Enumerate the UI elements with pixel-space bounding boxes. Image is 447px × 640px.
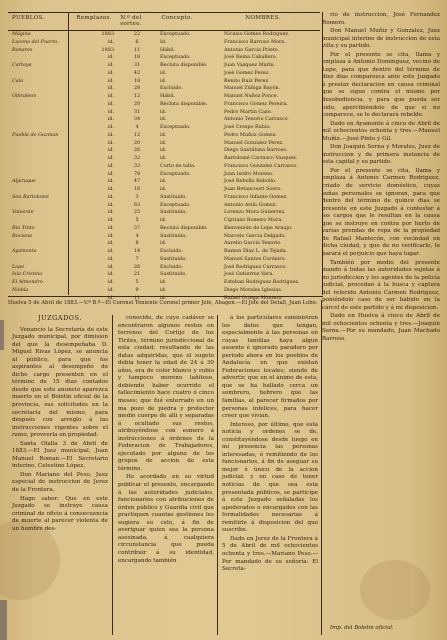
- table-cell: Sustituido.: [160, 271, 187, 278]
- table-cell: id.: [107, 131, 114, 138]
- table-cell: Pedro Muñoz Gomez.: [224, 131, 277, 138]
- table-cell: id.: [160, 217, 167, 223]
- table-cell: id.: [107, 286, 114, 293]
- table-cell: Recluta disponible.: [160, 62, 208, 68]
- table-cell: 32: [133, 155, 141, 161]
- table-cell: [8, 124, 74, 132]
- table-cell: id.: [160, 155, 167, 161]
- table-cell: Exceptuado.: [160, 54, 191, 61]
- table-cell: id.: [160, 139, 167, 146]
- table-row: [8, 31, 320, 39]
- table-cell: 31: [133, 62, 141, 68]
- table-row: [8, 264, 320, 272]
- table-cell: [8, 140, 74, 148]
- table-row: [8, 178, 320, 186]
- table-cell: Isla Cristina: [12, 271, 43, 278]
- table-cell: 31: [133, 108, 141, 115]
- header-pueblos: PUEBLOS.: [12, 15, 45, 21]
- column-b: [118, 315, 214, 566]
- table-cell: id.: [160, 186, 167, 192]
- paragraph: Hago saber: Que en este Juzgado se instruye causa criminal de oficio á consecuencia de muerte al parecer violenta de un hombre des-: [12, 495, 108, 532]
- table-cell: Id.: [160, 38, 167, 45]
- table-cell: [8, 147, 74, 155]
- table-cell: 20: [133, 100, 141, 107]
- table-cell: 63: [133, 201, 141, 208]
- table-cell: Nicasio Gomez Rodriguez.: [224, 31, 290, 37]
- table-cell: Benito Ruiz Perez.: [224, 77, 270, 84]
- table-cell: Excluido.: [160, 263, 183, 270]
- table-cell: Sustituido.: [160, 209, 187, 216]
- table-cell: id.: [107, 62, 114, 68]
- table-row: [8, 39, 320, 47]
- table-cell: id.: [160, 116, 167, 123]
- table-cell: id.: [107, 186, 114, 192]
- table-cell: id.: [160, 286, 167, 293]
- table-body: [8, 31, 320, 302]
- paragraph: He acordado en su virtud publicar el presente, encargando á las autoridades judiciales, funcionarios con atribuciones de órden público y Guardia civil que practiquen cuantas gestiones les sugiera su celo, á fin de averiguar quien sea la persona asesinada, á cualquiera circunstancia que pueda contribuir á su identidad, encargando también: [118, 474, 214, 564]
- table-cell: 26: [133, 147, 141, 154]
- table-cell: Francisco Barroso Mora.: [224, 38, 286, 45]
- table-cell: Diego Santillana Barroso.: [224, 147, 288, 154]
- table-cell: Exceptuado.: [160, 201, 191, 208]
- table-cell: [8, 70, 74, 78]
- table-header: [8, 12, 320, 31]
- torn-edge: [0, 600, 7, 640]
- table-cell: id.: [107, 232, 114, 239]
- table-cell: 12: [133, 93, 141, 99]
- table-cell: Bartolomé Carrasco Vazquez.: [224, 155, 298, 161]
- table-row: [8, 47, 320, 55]
- table-cell: id.: [107, 224, 114, 231]
- table-cell: 8: [135, 240, 139, 247]
- table-cell: id.: [160, 178, 167, 185]
- table-row: [8, 155, 320, 163]
- paragraph: Don Mariano del Peso, Juez especial de instruccion de Jerez de la Frontera.: [12, 471, 108, 494]
- table-cell: José Gutierrez Vera.: [224, 271, 274, 278]
- header-sorteo: N.º del sorteo.: [120, 15, 142, 27]
- table-cell: Cartaya: [12, 62, 32, 68]
- imprint: Imp. del Boletin oficial.: [330, 625, 394, 631]
- table-cell: 7: [135, 255, 139, 262]
- table-cell: id.: [107, 155, 114, 161]
- table-cell: Lorenzo Mora Gutierrez.: [224, 209, 286, 216]
- table-cell: 78: [133, 170, 141, 177]
- table-cell: Hábil.: [160, 93, 175, 99]
- table-cell: Aljaraque: [12, 178, 36, 185]
- table-cell: id.: [107, 54, 114, 61]
- table-cell: 14: [133, 248, 141, 254]
- table-cell: Excluido.: [160, 85, 183, 92]
- table-cell: 47: [133, 178, 141, 185]
- table-cell: id.: [107, 279, 114, 285]
- table-cell: 11: [133, 294, 141, 301]
- table-cell: id.: [107, 170, 114, 177]
- table-cell: Francisco Infante Gomez.: [224, 193, 288, 200]
- table-cell: San Bartolomé: [12, 193, 49, 200]
- table-cell: Manuel Nuñez Ponce.: [224, 93, 279, 99]
- table-cell: 4: [135, 232, 139, 239]
- table-row: [8, 202, 320, 210]
- table-cell: id.: [107, 255, 114, 262]
- table-cell: 9: [135, 286, 139, 293]
- paragraph: Por el presente se cita, llama y emplaza á Antonio Dominguez, vecino de Lepe, para que dentro del término de diez dias comparezca ante este Juzgado á prestar declaracion en causa criminal que se sigue contra el mismo por desobediencia, y para que pueda ser oido, apercibiéndole de que si no comparece, se le declarará rebelde.: [322, 51, 440, 119]
- table-cell: Recluta disponible.: [160, 100, 208, 107]
- header-concepto: Concepto.: [161, 15, 193, 21]
- table-cell: id.: [107, 248, 114, 254]
- table-cell: José Crespo Rubio.: [224, 124, 271, 130]
- table-cell: id.: [160, 279, 167, 285]
- table-cell: 4: [135, 124, 139, 130]
- table-cell: id.: [107, 69, 114, 76]
- table-row: [8, 271, 320, 279]
- table-cell: id.: [107, 77, 114, 84]
- table-cell: id.: [160, 69, 167, 76]
- table-cell: id.: [160, 240, 167, 247]
- table-cell: id.: [107, 38, 114, 45]
- paragraph: Intereso, por último, que esta noticia y ordenes se de, constituyéndose desde luego en mí presencia las personas interesadas, ó remitiendo de los funcionarios, á fin de aseguar su mejor é único de la accion judicial; y en caso de tener noticias de que sea esta presentada públicos, se participe á este Juzgado señaladas los apoderados o encargados con las formalidades necesarias á remitirle á disposicion del que suscribe.: [222, 421, 318, 534]
- table-cell: Exceptuado.: [160, 170, 191, 177]
- table-cell: id.: [107, 116, 114, 123]
- table-cell: 37: [133, 224, 141, 231]
- table-cell: Aurelio Garcia Tenorio.: [224, 240, 282, 247]
- paper-stain: [360, 560, 430, 620]
- table-row: [8, 279, 320, 287]
- table-cell: 18: [133, 186, 141, 192]
- table-cell: id.: [107, 124, 114, 130]
- table-cell: Ayamonte: [12, 248, 37, 254]
- table-cell: [8, 116, 74, 124]
- table-cell: id.: [107, 201, 114, 208]
- table-cell: id.: [107, 240, 114, 247]
- table-cell: [8, 101, 74, 109]
- table-cell: id.: [107, 263, 114, 270]
- table-cell: Puebla de Guzman: [12, 131, 59, 138]
- paragraph: Don Manuel Muñiz y Gonzalez, Juez municipal interino de instruccion de esta villa y su partido.: [322, 28, 440, 50]
- paragraph: rio de instruccion, José Fernandez Romero.: [322, 12, 440, 26]
- table-cell: Recluta disponible.: [160, 224, 208, 231]
- table-cell: id.: [107, 108, 114, 115]
- table-cell: [8, 155, 74, 163]
- table-cell: [8, 163, 74, 171]
- table-cell: 20: [133, 139, 141, 146]
- table-cell: [8, 240, 74, 248]
- table-cell: 3: [135, 193, 139, 200]
- table-cell: Francisco Gomez Pereira.: [224, 100, 288, 107]
- paragraph: Santa Olalla 3 de Abril de 1883.—El Juez municipal, Juan Manuel Roman.—El Secretario interino, Celestino López.: [12, 440, 108, 470]
- table-cell: Mágina: [12, 31, 31, 37]
- table-cell: Sustituido.: [160, 193, 187, 200]
- table-cell: id.: [160, 108, 167, 115]
- table-cell: Francisco Gonzalez Carrasco.: [224, 162, 298, 169]
- table-cell: 5: [135, 217, 139, 223]
- table-row: [8, 116, 320, 124]
- table-cell: Exceptuado.: [160, 124, 191, 130]
- table-cell: Antonio Avila Gomez.: [224, 201, 278, 208]
- table-cell: Juan Betancourt Soero.: [224, 186, 282, 192]
- table-cell: José Gomez Perez.: [224, 69, 270, 76]
- table-cell: Valverde: [12, 209, 34, 216]
- table-row: [8, 132, 320, 140]
- table-cell: id.: [107, 217, 114, 223]
- table-cell: Rociana: [12, 232, 32, 239]
- paragraph: También por medio del presente mando á todas las autoridades sujetas á mi jurisdiccion y los agentes de la policía judicial, procedan á la busca y captura del referido Antonio Carmen Rodriguez, poniéndolo caso de ser habido en la cárcel de este partido y á mi disposicion.: [322, 259, 440, 311]
- table-cell: 25: [133, 209, 141, 216]
- table-cell: Sustituido.: [160, 232, 187, 239]
- table-cell: 11: [133, 46, 141, 53]
- table-cell: Manuel Santos Cordeiro.: [224, 255, 286, 262]
- table-cell: Antonio Tenorio Carrasco.: [224, 116, 289, 123]
- table-cell: 42: [133, 69, 141, 76]
- table-cell: Lucena del Puerto.: [12, 38, 59, 45]
- table-cell: [8, 186, 74, 194]
- table-row: [8, 240, 320, 248]
- table-cell: Cala: [12, 77, 24, 84]
- table-row: [8, 70, 320, 78]
- paragraph: Don Joaquin Serna y Morales, Juez de instruccion y de primera instancia de esta capital y su partido.: [322, 144, 440, 166]
- table-row: [8, 186, 320, 194]
- table-cell: id.: [107, 162, 114, 169]
- table-cell: id.: [107, 178, 114, 185]
- table-row: [8, 248, 320, 256]
- table-cell: 18: [133, 77, 141, 84]
- table-cell: id.: [160, 77, 167, 84]
- table-cell: Rio Tinto: [12, 224, 35, 231]
- paragraph: Dado en Jerez de la Frontera á 5 de Abril de mil ochocientos ochenta y tres.—Mariano Peso.—Por mandado de su señoría: El Secreta-: [222, 535, 318, 573]
- table-row: [8, 54, 320, 62]
- table-cell: 34: [133, 116, 141, 123]
- table-row: [8, 256, 320, 264]
- paragraph: á los particulares suministren los datos que tengan, especialmente á las personas en cuyas familias haya algun ausente é ignorado paradero por periodo ahora en los pueblos de Andalucía en que existan Federaciones locales; siendo de advertir, que en el ánimo de esta, que se ha hallado cerca un sombrero, hebrero que las familias, al parecer firmados por personas infelices, para hacer creer que vivian.: [222, 315, 318, 420]
- table-cell: Pedro Martin Cazo.: [224, 108, 273, 115]
- table-cell: Diego Morales Iglesias.: [224, 286, 283, 293]
- table-cell: Juan Vazquez Marin.: [224, 62, 276, 68]
- table-cell: 1883: [101, 46, 114, 53]
- table-cell: Esteban Rodriguez Rodriguez.: [224, 279, 300, 285]
- table-cell: Sustituido.: [160, 255, 187, 262]
- column-rule: [112, 315, 113, 635]
- table-cell: id.: [107, 139, 114, 146]
- table-cell: 5: [135, 279, 139, 285]
- table-caption: Huelva 5 de Abril de 1883.—V.º B.º—El Coronel Teniente Coronel primer Jefe, Abagon.—El Jefe del Detall, Juan Lobo.: [8, 296, 323, 307]
- table-cell: El Almendro: [12, 279, 43, 285]
- table-row: [8, 217, 320, 225]
- table-cell: id.: [107, 93, 114, 99]
- table-row: [8, 85, 320, 93]
- column-rule: [68, 12, 69, 295]
- paragraph: Dado en Ayamonte á cinco de Abril de mil ochocientos ochenta y tres.—Manuel Muñiz.—José Pinto y Gil.: [322, 120, 440, 142]
- table-cell: José Rodriguez Carrasco.: [224, 263, 287, 270]
- table-cell: 28: [133, 85, 141, 92]
- table-row: [8, 101, 320, 109]
- table-cell: id.: [107, 209, 114, 216]
- table-cell: id.: [107, 193, 114, 200]
- table-cell: 26: [133, 263, 141, 270]
- table-cell: Juan Isidro Moreno.: [224, 170, 274, 177]
- table-cell: [8, 217, 74, 225]
- recruits-table: [8, 12, 320, 302]
- column-rule: [321, 300, 322, 635]
- table-row: [8, 209, 320, 217]
- table-cell: [8, 171, 74, 179]
- table-row: [8, 163, 320, 171]
- table-row: [8, 109, 320, 117]
- table-cell: Cipriano Romero Mora.: [224, 217, 283, 223]
- table-cell: Excluido.: [160, 248, 183, 254]
- table-cell: Hábil.: [160, 46, 175, 53]
- section-heading: JUZGADOS.: [37, 314, 83, 322]
- table-cell: Manuel Gonzalez Perez.: [224, 139, 284, 146]
- table-cell: id.: [107, 294, 114, 301]
- paragraph: conocido, de cuyo cadáver se encontraron algunos restos en terrenos del Cortijo de los Tirites, término jurisdiccional de esta ciudad; resultando de las datas adquiridas, que el sugeto debia tener la edad de 24 á 30 años, era de color blanco y rubio y tampoco moreno lañitoso, debiendo haber ocurrido el fallecimiento hace cuatro ó cinco meses; que fué enterrado en un ma pozo de piedra y protector medio cuerpo de alli y separadas á ocultado sus restos, atribuyéndose con esmero á instrucciones á órdenes de la Federacion de Trabajadores, ejecutado por alguno de los grupos de accion de esta término.: [118, 315, 214, 472]
- table-cell: Niebla: [12, 286, 29, 293]
- table-cell: 1883: [101, 31, 114, 37]
- table-cell: Bienvenido de Lepe Araujo.: [224, 224, 293, 231]
- table-row: [8, 225, 320, 233]
- table-cell: Manuel Zúñiga Bayón.: [224, 85, 281, 92]
- table-cell: Lepe: [12, 263, 25, 270]
- table-cell: id.: [107, 100, 114, 107]
- column-rule: [217, 315, 218, 635]
- table-row: [8, 287, 320, 295]
- table-cell: Exceptuado.: [160, 31, 191, 37]
- table-cell: Ramon Diaz L. de Tejada.: [224, 248, 288, 254]
- table-cell: 33: [133, 162, 141, 169]
- table-cell: Marcelo Garcia Delgado.: [224, 232, 286, 239]
- table-cell: id.: [160, 294, 167, 301]
- table-row: [8, 140, 320, 148]
- table-row: [8, 78, 320, 86]
- table-cell: [8, 109, 74, 117]
- table-cell: id.: [107, 271, 114, 278]
- header-nombres: NOMBRES.: [245, 15, 281, 21]
- paragraph: Dado en Huelva á cinco de Abril de mil ochocientos ochenta y tres.—Joaquin Serna.—Por su mandado, Juan Machado Barroso.: [322, 313, 440, 342]
- table-cell: Antonio Garcia Prieto.: [224, 46, 280, 53]
- table-row: [8, 147, 320, 155]
- table-cell: 6: [135, 38, 139, 45]
- table-row: [8, 233, 320, 241]
- table-cell: id.: [107, 147, 114, 154]
- table-cell: Bonares: [12, 46, 33, 53]
- table-cell: José Reina Caballero.: [224, 54, 278, 61]
- column-a: [12, 315, 108, 534]
- table-cell: id.: [107, 85, 114, 92]
- table-cell: 12: [133, 131, 141, 138]
- table-cell: [8, 202, 74, 210]
- column-c: [222, 315, 318, 575]
- table-cell: Gibraleon: [12, 93, 37, 99]
- table-row: [8, 194, 320, 202]
- table-cell: 22: [133, 31, 141, 37]
- table-cell: id.: [160, 131, 167, 138]
- column-right: [322, 12, 440, 345]
- table-row: [8, 93, 320, 101]
- table-cell: Rafael Ortega Montero.: [224, 294, 283, 301]
- paragraph: Por el presente se cita, llama y emplaza á Antonio Carmen Rodriguez, criado de servicio doméstico, cuyas señas personales se ignoran, para que dentro del término de quince dias se presente en este Juzgado á contestar á los cargos que le resultan en la causa que se instruye en contra por hurto de varias prendas de ropa de la propiedad de Rafael Mantecón, con vecindad en dicha ciudad, y que de no verificarlo, le parará el perjuicio que haya lugar.: [322, 167, 440, 257]
- paragraph: Venancio la Secretaria de este Juzgado municipal, por dimision del que la desempeñaba D. Miguel Rivas López, se anuncia al público, para que los aspirantes al desempeño de dicho cargo presenten en el término de 15 dias contados desde que este anuncio aparezca inserto en el Boletin oficial de la provincia, sus solicitudes en la secretaría del mismo, para después con arreglo á las instrucciones vigentes sobre el ramo, proveerla en propiedad.: [12, 326, 108, 439]
- table-row: [8, 124, 320, 132]
- table-row: [8, 171, 320, 179]
- table-cell: 18: [133, 54, 141, 61]
- table-cell: [8, 256, 74, 264]
- table-row: [8, 62, 320, 70]
- torn-edge: [0, 320, 4, 350]
- table-cell: [8, 54, 74, 62]
- table-cell: José Rebollo Rebollo.: [224, 178, 277, 185]
- table-cell: [8, 85, 74, 93]
- table-cell: id.: [160, 147, 167, 154]
- table-cell: Corto de talla.: [160, 162, 196, 169]
- header-remplazos: Remplazos.: [76, 15, 112, 21]
- table-cell: 21: [133, 271, 141, 278]
